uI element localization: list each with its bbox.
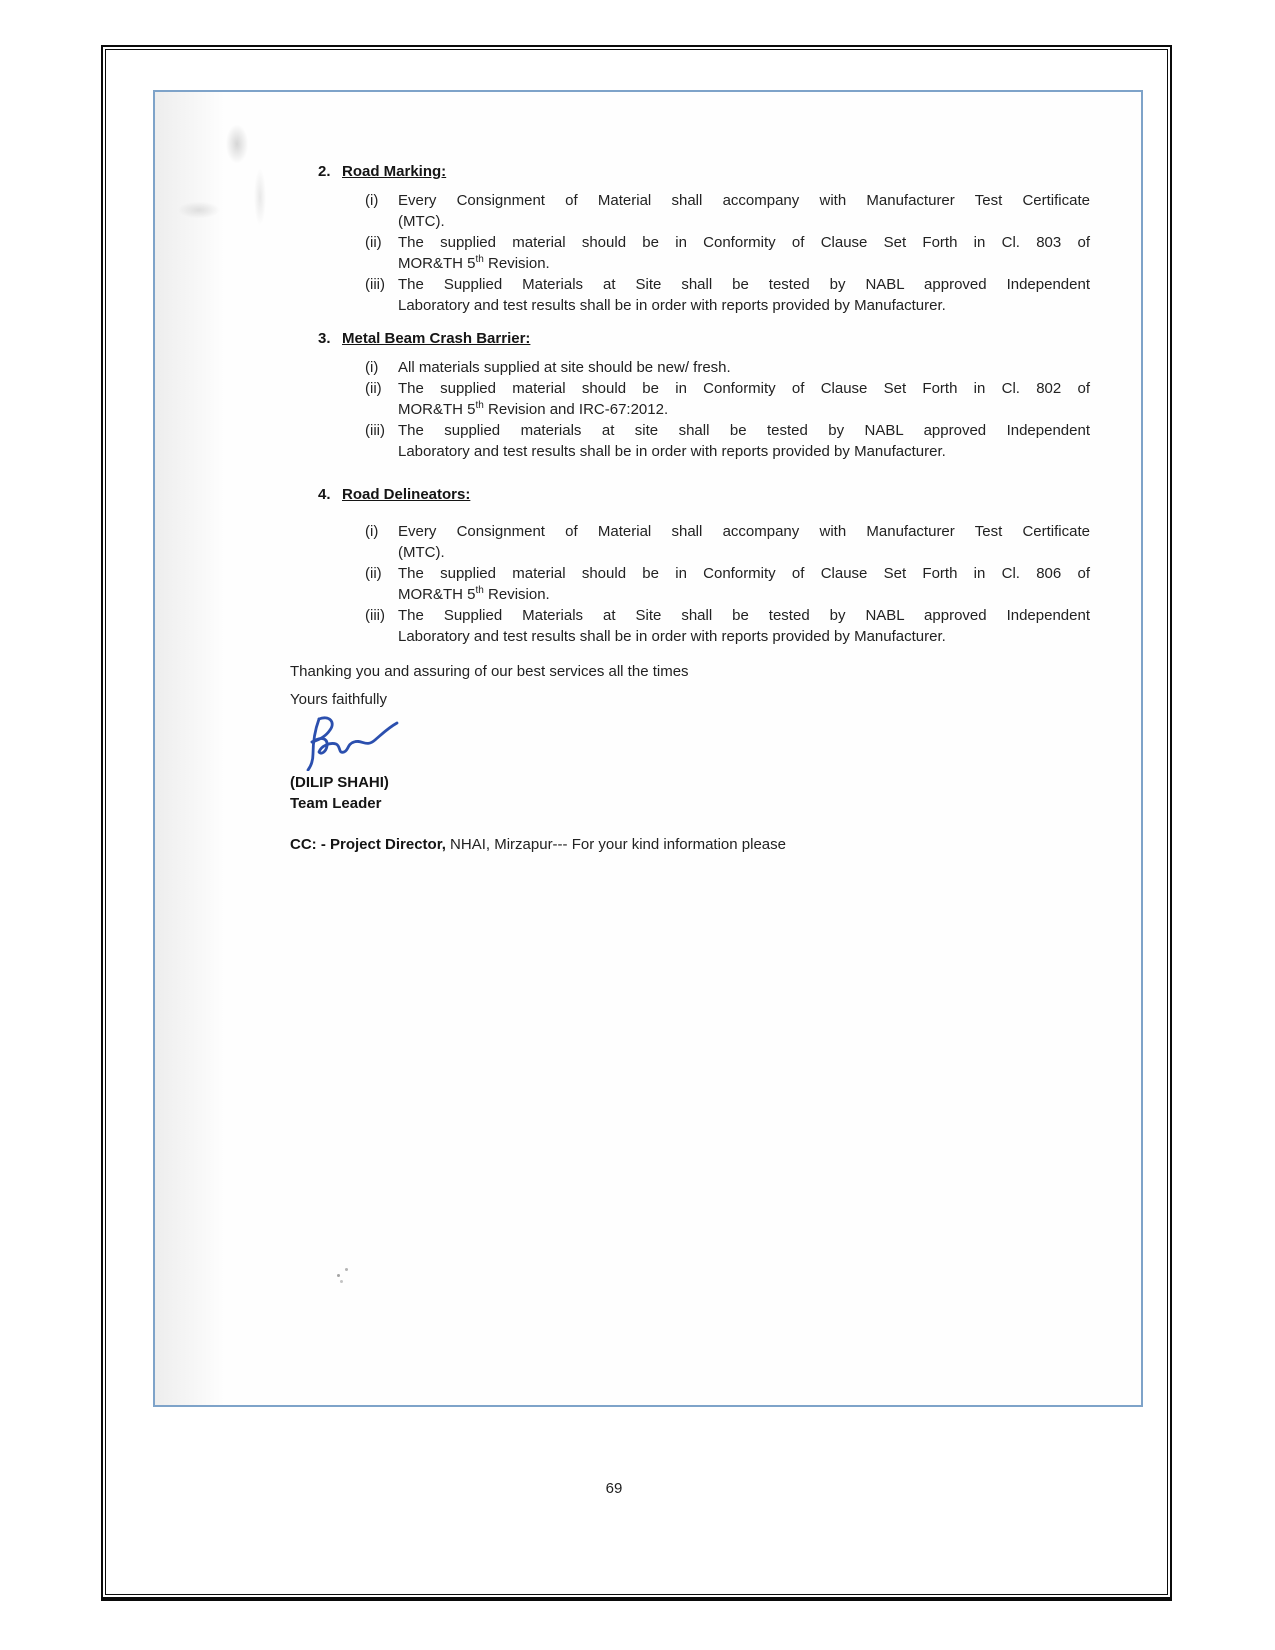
- list-item: [290, 274, 1090, 316]
- list-item-text: [398, 274, 1090, 316]
- letter-body: [155, 92, 1141, 855]
- text-line: Laboratory and test results shall be in order with reports provided by Manufacturer.: [398, 628, 946, 645]
- list-marker: (ii): [365, 380, 382, 397]
- list-marker: (ii): [365, 565, 382, 582]
- text-line: [398, 253, 1090, 274]
- section-heading: [290, 330, 1090, 348]
- list-item: [290, 420, 1090, 462]
- signature-ink-icon: [300, 713, 428, 771]
- text-segment: Revision.: [483, 586, 550, 603]
- text-line: The supplied material should be in Conformity of Clause Set Forth in Cl. 806 of: [398, 565, 1090, 582]
- text-line: Every Consignment of Material shall accompany with Manufacturer Test Certificate: [398, 192, 1090, 209]
- text-line: The supplied material should be in Conformity of Clause Set Forth in Cl. 803 of: [398, 234, 1090, 251]
- list-item-text: [398, 378, 1090, 420]
- text-line: All materials supplied at site should be new/ fresh.: [398, 359, 731, 376]
- cc-label: CC: - Project Director,: [290, 836, 446, 853]
- section-title: Road Delineators:: [342, 486, 471, 503]
- text-line: Every Consignment of Material shall accompany with Manufacturer Test Certificate: [398, 523, 1090, 540]
- scan-dot-artifact: [337, 1274, 340, 1277]
- section-title: Metal Beam Crash Barrier:: [342, 330, 531, 347]
- list-item: [290, 232, 1090, 274]
- list-marker: (iii): [365, 276, 385, 293]
- text-line: The supplied material should be in Conformity of Clause Set Forth in Cl. 802 of: [398, 380, 1090, 397]
- handwritten-signature: [300, 713, 1090, 771]
- list-item-text: [398, 232, 1090, 274]
- list-marker: (iii): [365, 422, 385, 439]
- list-item: [290, 563, 1090, 605]
- text-line: Laboratory and test results shall be in order with reports provided by Manufacturer.: [398, 297, 946, 314]
- cc-line: [290, 834, 1090, 855]
- text-segment: MOR&TH 5: [398, 255, 476, 272]
- scanned-letter: [153, 90, 1143, 1407]
- cc-text: NHAI, Mirzapur--- For your kind information please: [445, 836, 786, 853]
- list-item: [290, 521, 1090, 563]
- text-line: (MTC).: [398, 213, 445, 230]
- closing-thanks-line: Thanking you and assuring of our best services all the times: [290, 663, 689, 680]
- text-segment: MOR&TH 5: [398, 401, 476, 418]
- section-number: 4.: [318, 486, 331, 503]
- text-line: The Supplied Materials at Site shall be tested by NABL approved Independent: [398, 276, 1090, 293]
- list-item: [290, 378, 1090, 420]
- list-item-text: [398, 563, 1090, 605]
- text-line: The Supplied Materials at Site shall be tested by NABL approved Independent: [398, 607, 1090, 624]
- list-item-text: [398, 605, 1090, 647]
- text-segment: Revision.: [483, 255, 550, 272]
- list-item-text: [398, 420, 1090, 462]
- list-marker: (i): [365, 359, 379, 376]
- list-item: [290, 190, 1090, 232]
- superscript: th: [475, 585, 484, 596]
- list-item: [290, 605, 1090, 647]
- section-metal-beam-crash-barrier: [290, 330, 1090, 462]
- list-marker: (i): [365, 523, 379, 540]
- section-number: 2.: [318, 163, 331, 180]
- list-marker: (iii): [365, 607, 385, 624]
- section-road-delineators: [290, 486, 1090, 647]
- text-line: [398, 399, 1090, 420]
- list-marker: (ii): [365, 234, 382, 251]
- text-line: The supplied materials at site shall be tested by NABL approved Independent: [398, 422, 1090, 439]
- superscript: th: [475, 254, 484, 265]
- list-item: [290, 357, 1090, 378]
- section-heading: [290, 486, 1090, 504]
- list-item-text: [398, 521, 1090, 563]
- section-road-marking: [290, 163, 1090, 316]
- page-number: 69: [605, 1480, 623, 1497]
- signatory-title: Team Leader: [290, 795, 382, 812]
- list-item-text: [398, 190, 1090, 232]
- section-title: Road Marking:: [342, 163, 447, 180]
- list-marker: (i): [365, 192, 379, 209]
- signatory-name: (DILIP SHAHI): [290, 774, 389, 791]
- text-line: (MTC).: [398, 544, 445, 561]
- section-number: 3.: [318, 330, 331, 347]
- superscript: th: [475, 400, 484, 411]
- list-item-text: [398, 357, 1090, 378]
- section-heading: [290, 163, 1090, 181]
- text-segment: MOR&TH 5: [398, 586, 476, 603]
- text-line: [398, 584, 1090, 605]
- text-line: Laboratory and test results shall be in order with reports provided by Manufacturer.: [398, 443, 946, 460]
- text-segment: Revision and IRC-67:2012.: [483, 401, 669, 418]
- valediction: Yours faithfully: [290, 691, 388, 708]
